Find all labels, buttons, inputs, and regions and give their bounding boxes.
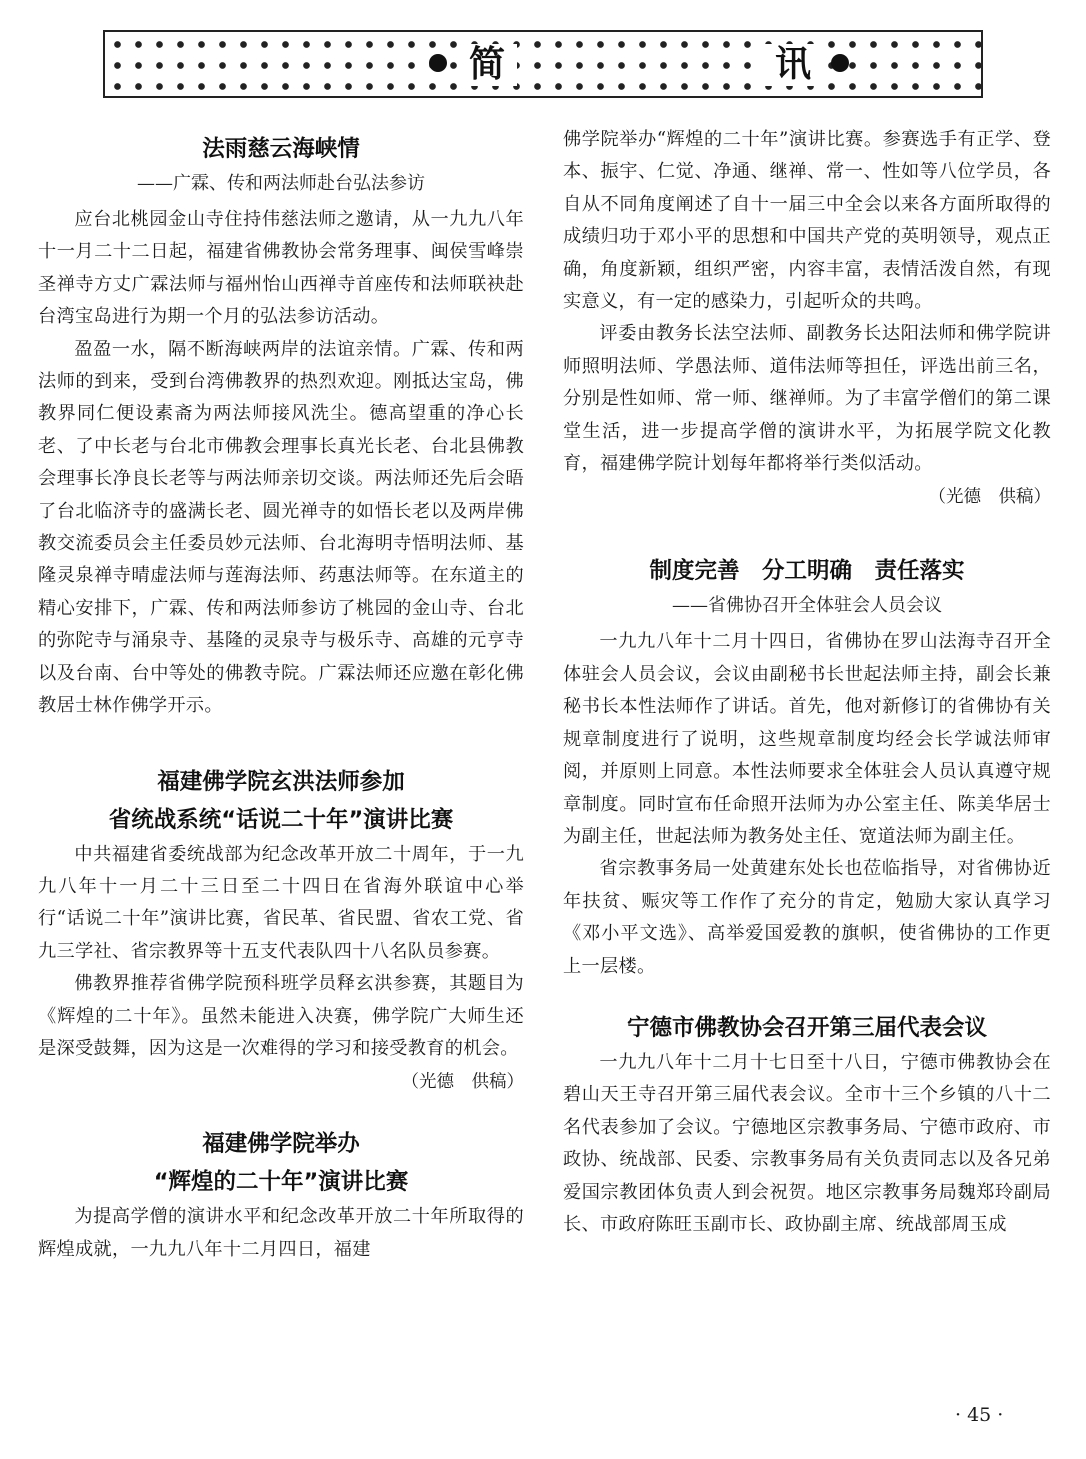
article-paragraph: 应台北桃园金山寺住持伟慈法师之邀请，从一九九八年十一月二十二日起，福建省佛教协会常务理事、闽侯雪峰崇圣禅寺方丈广霖法师与福州怡山西禅寺首座传和法师联袂赴台湾宝岛进行为期一个月的弘法参访活动。 <box>38 209 524 328</box>
article-paragraph: 评委由教务长法空法师、副教务长达阳法师和佛学院讲师照明法师、学愚法师、道伟法师等担任，评选出前三名，分别是性如师、常一师、继禅师。为了丰富学僧们的第二课堂生活，进一步提高学僧的演讲水平，为拓展学院文化教育，福建佛学院计划每年都将举行类似活动。 <box>563 323 1051 475</box>
article-paragraph: 佛学院举办“辉煌的二十年”演讲比赛。参赛选手有正学、登本、振宇、仁觉、净通、继禅、常一、性如等八位学员，各自从不同角度阐述了自十一届三中全会以来各方面所取得的成绩归功于邓小平的思想和中国共产党的英明领导，观点正确，角度新颖，组织严密，内容丰富，表情活泼自然，有现实意义，有一定的感染力，引起听众的共鸣。 <box>563 129 1051 313</box>
article-paragraph: 佛教界推荐省佛学院预科班学员释玄洪参赛，其题目为《辉煌的二十年》。虽然未能进入决赛，佛学院广大师生还是深受鼓舞，因为这是一次难得的学习和接受教育的机会。 <box>38 973 524 1059</box>
right-column <box>563 124 1051 1241</box>
article-paragraph: 中共福建省委统战部为纪念改革开放二十周年，于一九九八年十一月二十三日至二十四日在省海外联谊中心举行“话说二十年”演讲比赛，省民革、省民盟、省农工党、省九三学社、省宗教界等十五支代表队四十八名队员参赛。 <box>38 843 524 962</box>
banner-dot-icon <box>831 54 849 72</box>
banner-char-left: 简 <box>457 44 517 86</box>
article-paragraph: 一九九八年十二月十七日至十八日，宁德市佛教协会在碧山天王寺召开第三届代表会议。全市十三个乡镇的八十二名代表参加了会议。宁德地区宗教事务局、宁德市政府、市政协、统战部、民委、宗教事务局有关负责同志以及各兄弟爱国宗教团体负责人到会祝贺。地区宗教事务局魏郑玲副局长、市政府陈旺玉副市长、政协副主席、统战部周玉成 <box>563 1051 1051 1235</box>
article-title: 宁德市佛教协会召开第三届代表会议 <box>626 1014 987 1041</box>
banner-dot-icon <box>429 54 447 72</box>
banner-center <box>423 40 853 88</box>
article-title: “辉煌的二十年”演讲比赛 <box>153 1169 409 1196</box>
article-4 <box>563 552 1051 982</box>
article-paragraph: 一九九八年十二月十四日，省佛协在罗山法海寺召开全体驻会人员会议，会议由副秘书长世起法师主持，副会长兼秘书长本性法师作了讲话。首先，他对新修订的省佛协有关规章制度进行了说明，这些规章制度均经会长学诚法师审阅，并原则上同意。本性法师要求全体驻会人员认真遵守规章制度。同时宣布任命照开法师为办公室主任、陈美华居士为副主任，世起法师为教务处主任、宽道法师为副主任。 <box>563 631 1051 847</box>
article-1 <box>38 130 524 723</box>
article-paragraph: 为提高学僧的演讲水平和纪念改革开放二十年所取得的辉煌成就，一九九八年十二月四日，福建 <box>38 1206 524 1260</box>
article-title: 福建佛学院举办 <box>202 1131 360 1158</box>
article-3-continued <box>563 124 1051 514</box>
left-column <box>38 118 524 1266</box>
section-banner <box>103 30 983 98</box>
article-paragraph: 盈盈一水，隔不断海峡两岸的法谊亲情。广霖、传和两法师的到来，受到台湾佛教界的热烈欢迎。刚抵达宝岛，佛教界同仁便设素斋为两法师接风洗尘。德高望重的净心长老、了中长老与台北市佛教会理事长真光长老、台北县佛教会理事长净良长老等与两法师亲切交谈。两法师还先后会晤了台北临济寺的盛满长老、圆光禅寺的如悟长老以及两岸佛教交流委员会主任委员妙元法师、台北海明寺悟明法师、基隆灵泉禅寺晴虚法师与莲海法师、药惠法师等。在东道主的精心安排下，广霖、传和两法师参访了桃园的金山寺、台北的弥陀寺与涌泉寺、基隆的灵泉寺与极乐寺、高雄的元亨寺以及台南、台中等处的佛教寺院。广霖法师还应邀在彰化佛教居士林作佛学开示。 <box>38 338 524 717</box>
article-title: 省统战系统“话说二十年”演讲比赛 <box>108 806 454 833</box>
article-title: 法雨慈云海峡情 <box>202 136 360 162</box>
article-subtitle: ——省佛协召开全体驻会人员会议 <box>672 595 942 617</box>
article-title: 福建佛学院玄洪法师参加 <box>157 768 405 795</box>
article-5 <box>563 1009 1051 1241</box>
article-credit: （光德 供稿） <box>401 1072 524 1093</box>
article-subtitle: ——广霖、传和两法师赴台弘法参访 <box>137 173 425 194</box>
article-3 <box>38 1125 524 1266</box>
article-credit: （光德 供稿） <box>928 487 1051 508</box>
article-title: 制度完善 分工明确 责任落实 <box>649 558 965 585</box>
page-number: · 45 · <box>955 1404 1004 1426</box>
article-2 <box>38 763 524 1100</box>
banner-char-right: 讯 <box>763 44 823 86</box>
article-paragraph: 省宗教事务局一处黄建东处长也莅临指导，对省佛协近年扶贫、赈灾等工作作了充分的肯定，勉励大家认真学习《邓小平文选》、高举爱国爱教的旗帜，使省佛协的工作更上一层楼。 <box>563 858 1051 977</box>
